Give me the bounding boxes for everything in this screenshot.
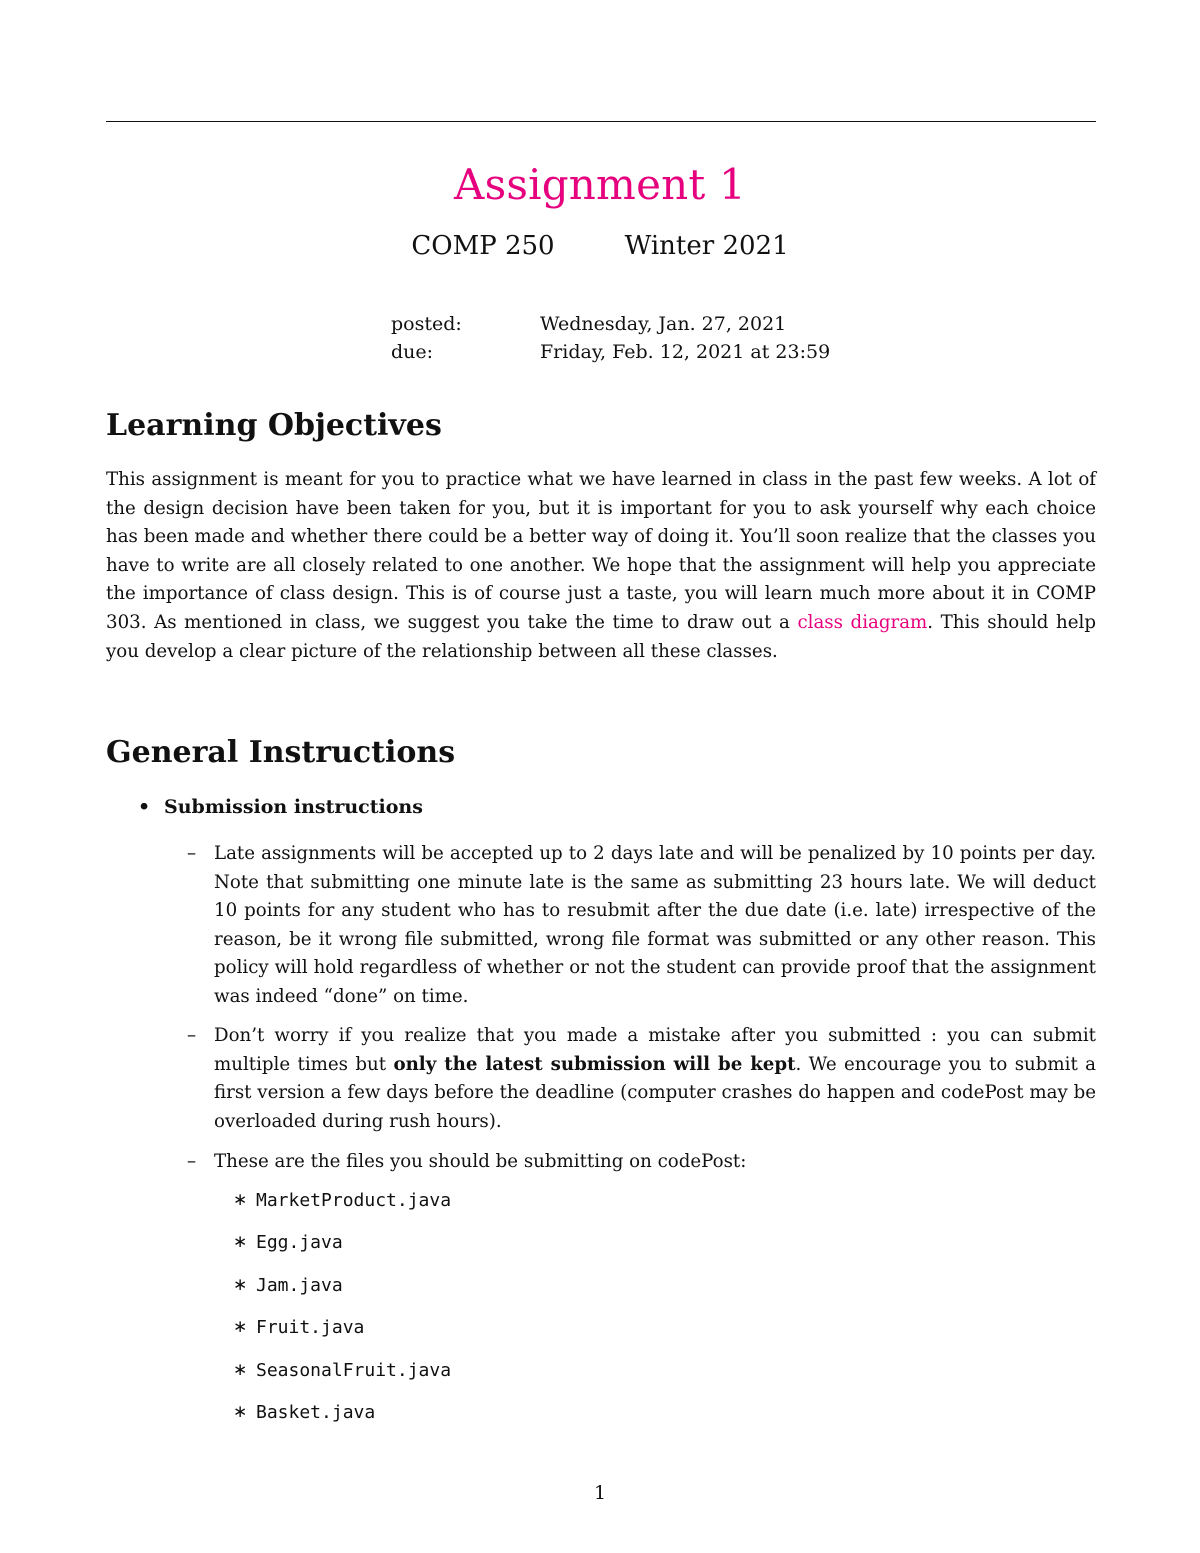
- resubmit-text-2: . We encourage you to submit a first version a few days before the deadline (computer crashes do happen and codePost may be overloaded during rush hours).: [214, 1053, 1096, 1132]
- star-marker: ∗: [233, 1190, 248, 1210]
- learning-objectives-paragraph: [106, 466, 1096, 666]
- file-name: Egg.java: [256, 1232, 343, 1254]
- file-name: SeasonalFruit.java: [256, 1359, 452, 1381]
- document-title: Assignment 1: [454, 160, 746, 209]
- resubmit-text: [214, 1022, 1096, 1136]
- learning-objectives-heading: Learning Objectives: [106, 408, 442, 443]
- course-term: Winter 2021: [624, 231, 789, 261]
- class-diagram-link[interactable]: class diagram: [797, 611, 928, 633]
- learning-text-2: . This should help you develop a clear picture of the relationship between all these classes.: [106, 611, 1096, 662]
- late-policy-text: Late assignments will be accepted up to 2 days late and will be penalized by 10 points per day. Note that submitting one minute late is the same as submitting 23 hours late. We will deduct 10 points for any student who has to resubmit after the due date (i.e. late) irrespective of the reason, be it wrong file submitted, wrong file format was submitted or any other reason. This policy will hold regardless of whether or not the student can provide proof that the assignment was indeed “done” on time.: [214, 843, 1096, 1007]
- list-item: [233, 1232, 451, 1274]
- list-item: [233, 1190, 451, 1232]
- posted-value: Wednesday, Jan. 27, 2021: [540, 313, 787, 335]
- submission-instructions-item: [138, 796, 423, 818]
- list-item: [233, 1317, 451, 1359]
- resubmit-item: [187, 1022, 1096, 1136]
- general-instructions-heading: General Instructions: [106, 735, 456, 770]
- list-item: [233, 1275, 451, 1317]
- dash-marker: –: [187, 1025, 197, 1046]
- file-list: [233, 1190, 451, 1444]
- page-number: 1: [593, 1482, 607, 1504]
- bullet-marker: •: [138, 796, 151, 818]
- learning-text-1: This assignment is meant for you to practice what we have learned in class in the past few weeks. A lot of the design decision have been taken for you, but it is important for you to ask yourself why each choice has been made and whether there could be a better way of doing it. You’ll soon realize that the classes you have to write are all closely related to one another. We hope that the assignment will help you appreciate the importance of class design. This is of course just a taste, you will learn much more about it in COMP 303. As mentioned in class, we suggest you take the time to draw out a: [106, 469, 1096, 633]
- course-line: [0, 231, 1200, 261]
- files-intro-text: These are the files you should be submitting on codePost:: [214, 1151, 747, 1172]
- dash-marker: –: [187, 1151, 197, 1172]
- file-name: Basket.java: [256, 1401, 376, 1423]
- due-row: [391, 338, 830, 366]
- file-name: Jam.java: [256, 1274, 343, 1296]
- list-item: [233, 1402, 451, 1444]
- submission-instructions-heading: Submission instructions: [164, 796, 423, 818]
- dash-marker: –: [187, 843, 197, 864]
- resubmit-text-1: Don’t worry if you realize that you made a mistake after you submitted : you can submit multiple times but: [214, 1025, 1096, 1075]
- due-label: due:: [391, 341, 434, 363]
- header-rule: [106, 121, 1096, 122]
- star-marker: ∗: [233, 1359, 248, 1380]
- file-name: Fruit.java: [256, 1317, 365, 1339]
- due-value: Friday, Feb. 12, 2021 at 23:59: [540, 341, 831, 363]
- list-item: [233, 1360, 451, 1402]
- files-item: [187, 1148, 1096, 1177]
- resubmit-text-bold: only the latest submission will be kept: [393, 1053, 796, 1075]
- posted-row: [391, 310, 830, 338]
- posted-label: posted:: [391, 313, 462, 335]
- star-marker: ∗: [233, 1232, 248, 1253]
- dates-block: [391, 310, 830, 366]
- late-policy-item: [187, 840, 1096, 1012]
- star-marker: ∗: [233, 1317, 248, 1338]
- star-marker: ∗: [233, 1401, 248, 1422]
- file-name: MarketProduct.java: [256, 1190, 452, 1211]
- course-code: COMP 250: [411, 231, 555, 261]
- star-marker: ∗: [233, 1274, 248, 1295]
